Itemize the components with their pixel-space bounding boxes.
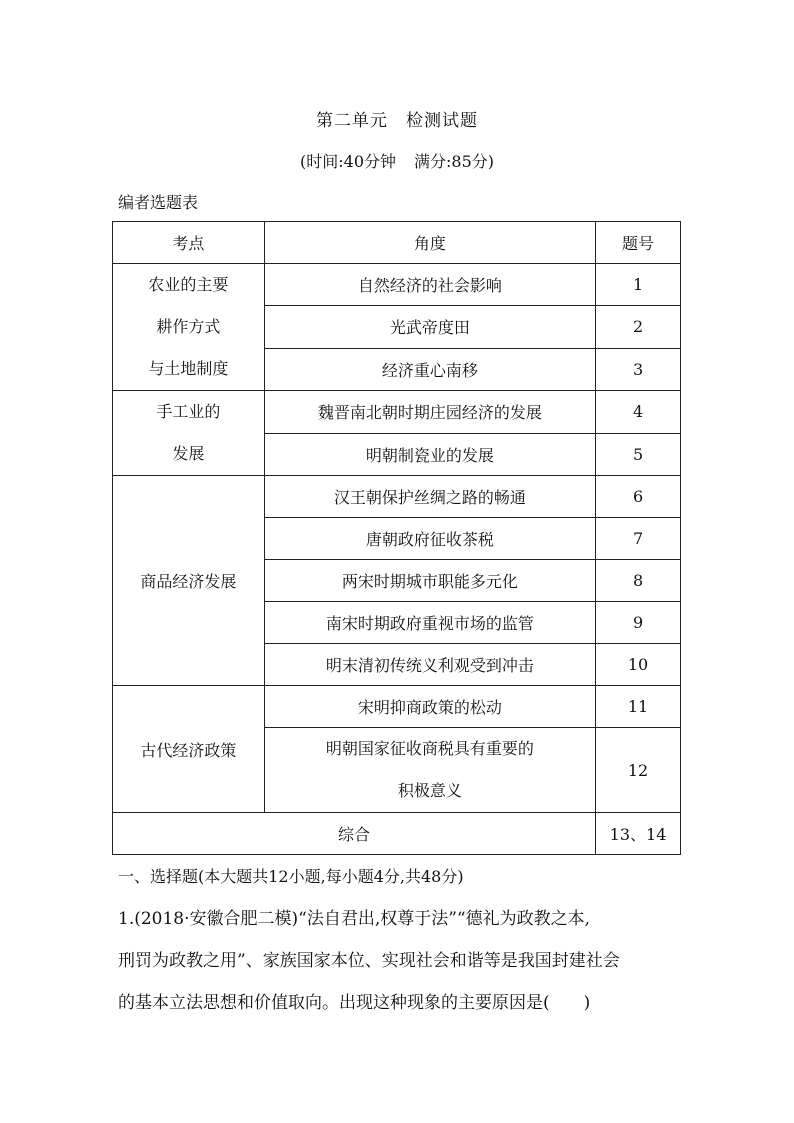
number-cell: 12 [596,728,681,813]
number-cell: 7 [596,518,681,560]
header-angle: 角度 [264,222,595,264]
number-cell: 5 [596,433,681,476]
question-line: 的基本立法思想和价值取向。出现这种现象的主要原因是( ) [118,993,591,1013]
topic-cell: 商品经济发展 [113,476,265,686]
header-topic: 考点 [113,222,265,264]
table-row [113,476,681,518]
exam-time: (时间:40分钟 [300,152,396,171]
number-cell: 3 [596,348,681,390]
number-cell: 8 [596,560,681,602]
number-cell: 6 [596,476,681,518]
question-1 [118,898,688,1024]
table-row [113,264,681,306]
question-line: 刑罚为政教之用”、家族国家本位、实现社会和谐等是我国封建社会 [118,951,620,971]
title-test: 检测试题 [406,111,478,131]
topic-line: 耕作方式 [156,317,221,336]
angle-cell: 唐朝政府征收茶税 [264,518,595,560]
topic-cell [113,391,265,476]
summary-number: 13、14 [596,813,681,855]
number-cell: 10 [596,644,681,686]
topic-cell [113,264,265,391]
number-cell: 4 [596,391,681,434]
table-summary-row [113,813,681,855]
exam-score: 满分:85分) [414,152,494,171]
angle-line: 积极意义 [397,781,462,800]
exam-meta [0,149,794,172]
selection-table [112,221,681,855]
angle-line: 明朝国家征收商税具有重要的 [325,739,534,758]
number-cell: 9 [596,602,681,644]
number-cell: 1 [596,264,681,306]
table-caption: 编者选题表 [118,193,199,212]
angle-cell: 宋明抑商政策的松动 [264,686,595,728]
angle-cell: 魏晋南北朝时期庄园经济的发展 [264,391,595,434]
question-line: 1.(2018·安徽合肥二模)“法自君出,权尊于法”“德礼为政教之本, [118,909,591,929]
angle-cell: 自然经济的社会影响 [264,264,595,306]
number-cell: 2 [596,306,681,348]
page-title [0,106,794,131]
angle-cell: 南宋时期政府重视市场的监管 [264,602,595,644]
table-row [113,686,681,728]
topic-line: 与土地制度 [148,359,229,378]
topic-line: 手工业的 [156,402,221,421]
angle-cell: 经济重心南移 [264,348,595,390]
summary-label: 综合 [113,813,596,855]
header-number: 题号 [596,222,681,264]
topic-line: 农业的主要 [148,275,229,294]
section-heading: 一、选择题(本大题共12小题,每小题4分,共48分) [118,867,464,886]
table-header-row [113,222,681,264]
title-unit: 第二单元 [316,111,388,131]
angle-cell: 汉王朝保护丝绸之路的畅通 [264,476,595,518]
topic-cell: 古代经济政策 [113,686,265,813]
angle-cell [264,728,595,813]
angle-cell: 光武帝度田 [264,306,595,348]
table-row [113,391,681,434]
topic-line: 发展 [172,444,205,463]
angle-cell: 两宋时期城市职能多元化 [264,560,595,602]
number-cell: 11 [596,686,681,728]
angle-cell: 明末清初传统义利观受到冲击 [264,644,595,686]
angle-cell: 明朝制瓷业的发展 [264,433,595,476]
